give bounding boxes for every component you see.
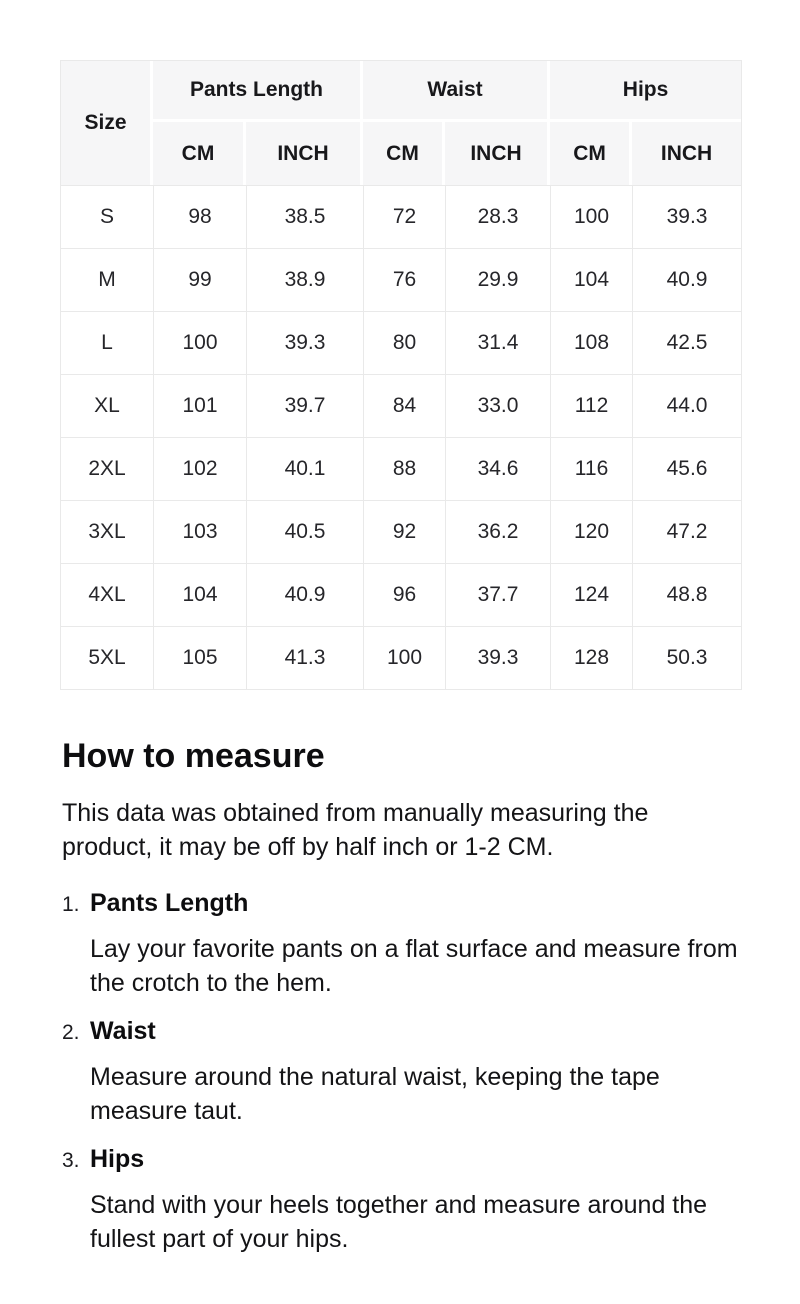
col-header-size: Size <box>61 61 153 185</box>
size-cell: M <box>61 248 153 311</box>
value-cell: 48.8 <box>632 563 741 626</box>
unit-header-hips-inch: INCH <box>632 122 741 185</box>
size-chart-header <box>61 61 741 185</box>
unit-header-waist-inch: INCH <box>445 122 550 185</box>
unit-header-pants-inch: INCH <box>246 122 363 185</box>
value-cell: 39.3 <box>246 311 363 374</box>
value-cell: 128 <box>550 626 632 689</box>
unit-header-hips-cm: CM <box>550 122 632 185</box>
measure-step-waist <box>62 1016 740 1128</box>
step-title: Hips <box>90 1145 145 1173</box>
table-row-4xl <box>61 563 741 626</box>
step-body <box>90 1144 740 1256</box>
measure-step-hips <box>62 1144 740 1256</box>
value-cell: 39.7 <box>246 374 363 437</box>
value-cell: 50.3 <box>632 626 741 689</box>
size-cell: 5XL <box>61 626 153 689</box>
value-cell: 28.3 <box>445 185 550 248</box>
step-description: Lay your favorite pants on a flat surface and measure from the crotch to the hem. <box>90 935 738 997</box>
measure-step-pants-length <box>62 888 740 1000</box>
step-number: 2. <box>62 1021 80 1044</box>
value-cell: 120 <box>550 500 632 563</box>
value-cell: 40.1 <box>246 437 363 500</box>
step-body <box>90 888 740 1000</box>
value-cell: 104 <box>153 563 246 626</box>
value-cell: 39.3 <box>632 185 741 248</box>
size-chart-body <box>61 185 741 689</box>
header-group-row <box>61 61 741 122</box>
value-cell: 38.9 <box>246 248 363 311</box>
value-cell: 102 <box>153 437 246 500</box>
step-title: Waist <box>90 1017 156 1045</box>
value-cell: 36.2 <box>445 500 550 563</box>
value-cell: 47.2 <box>632 500 741 563</box>
value-cell: 34.6 <box>445 437 550 500</box>
step-number: 3. <box>62 1149 80 1172</box>
value-cell: 38.5 <box>246 185 363 248</box>
value-cell: 33.0 <box>445 374 550 437</box>
measure-disclaimer-text: This data was obtained from manually measuring the product, it may be off by half inch or 1-2 CM. <box>62 799 649 861</box>
value-cell: 100 <box>550 185 632 248</box>
col-header-hips: Hips <box>550 61 741 122</box>
value-cell: 88 <box>363 437 445 500</box>
value-cell: 80 <box>363 311 445 374</box>
value-cell: 112 <box>550 374 632 437</box>
value-cell: 45.6 <box>632 437 741 500</box>
table-row-xl <box>61 374 741 437</box>
table-row-m <box>61 248 741 311</box>
value-cell: 29.9 <box>445 248 550 311</box>
step-description: Measure around the natural waist, keeping the tape measure taut. <box>90 1063 660 1125</box>
value-cell: 105 <box>153 626 246 689</box>
value-cell: 116 <box>550 437 632 500</box>
value-cell: 98 <box>153 185 246 248</box>
header-unit-row <box>61 122 741 185</box>
step-description: Stand with your heels together and measure around the fullest part of your hips. <box>90 1191 708 1253</box>
value-cell: 108 <box>550 311 632 374</box>
table-row-5xl <box>61 626 741 689</box>
section-title: How to measure <box>62 737 325 775</box>
size-chart-table <box>60 60 742 690</box>
how-to-measure-section <box>62 736 740 1256</box>
value-cell: 44.0 <box>632 374 741 437</box>
step-body <box>90 1016 740 1128</box>
table-row-s <box>61 185 741 248</box>
table-row-2xl <box>61 437 741 500</box>
size-cell: XL <box>61 374 153 437</box>
value-cell: 92 <box>363 500 445 563</box>
size-cell: L <box>61 311 153 374</box>
table-row-l <box>61 311 741 374</box>
value-cell: 103 <box>153 500 246 563</box>
value-cell: 104 <box>550 248 632 311</box>
size-cell: 2XL <box>61 437 153 500</box>
step-title: Pants Length <box>90 889 249 917</box>
value-cell: 37.7 <box>445 563 550 626</box>
size-cell: 3XL <box>61 500 153 563</box>
value-cell: 42.5 <box>632 311 741 374</box>
value-cell: 99 <box>153 248 246 311</box>
size-cell: S <box>61 185 153 248</box>
unit-header-pants-cm: CM <box>153 122 246 185</box>
value-cell: 40.9 <box>632 248 741 311</box>
value-cell: 40.5 <box>246 500 363 563</box>
value-cell: 40.9 <box>246 563 363 626</box>
value-cell: 124 <box>550 563 632 626</box>
value-cell: 31.4 <box>445 311 550 374</box>
value-cell: 72 <box>363 185 445 248</box>
value-cell: 84 <box>363 374 445 437</box>
value-cell: 100 <box>153 311 246 374</box>
col-header-pants-length: Pants Length <box>153 61 363 122</box>
size-cell: 4XL <box>61 563 153 626</box>
value-cell: 41.3 <box>246 626 363 689</box>
value-cell: 76 <box>363 248 445 311</box>
table-row-3xl <box>61 500 741 563</box>
step-number: 1. <box>62 893 80 916</box>
value-cell: 96 <box>363 563 445 626</box>
value-cell: 101 <box>153 374 246 437</box>
col-header-waist: Waist <box>363 61 550 122</box>
value-cell: 100 <box>363 626 445 689</box>
value-cell: 39.3 <box>445 626 550 689</box>
unit-header-waist-cm: CM <box>363 122 445 185</box>
